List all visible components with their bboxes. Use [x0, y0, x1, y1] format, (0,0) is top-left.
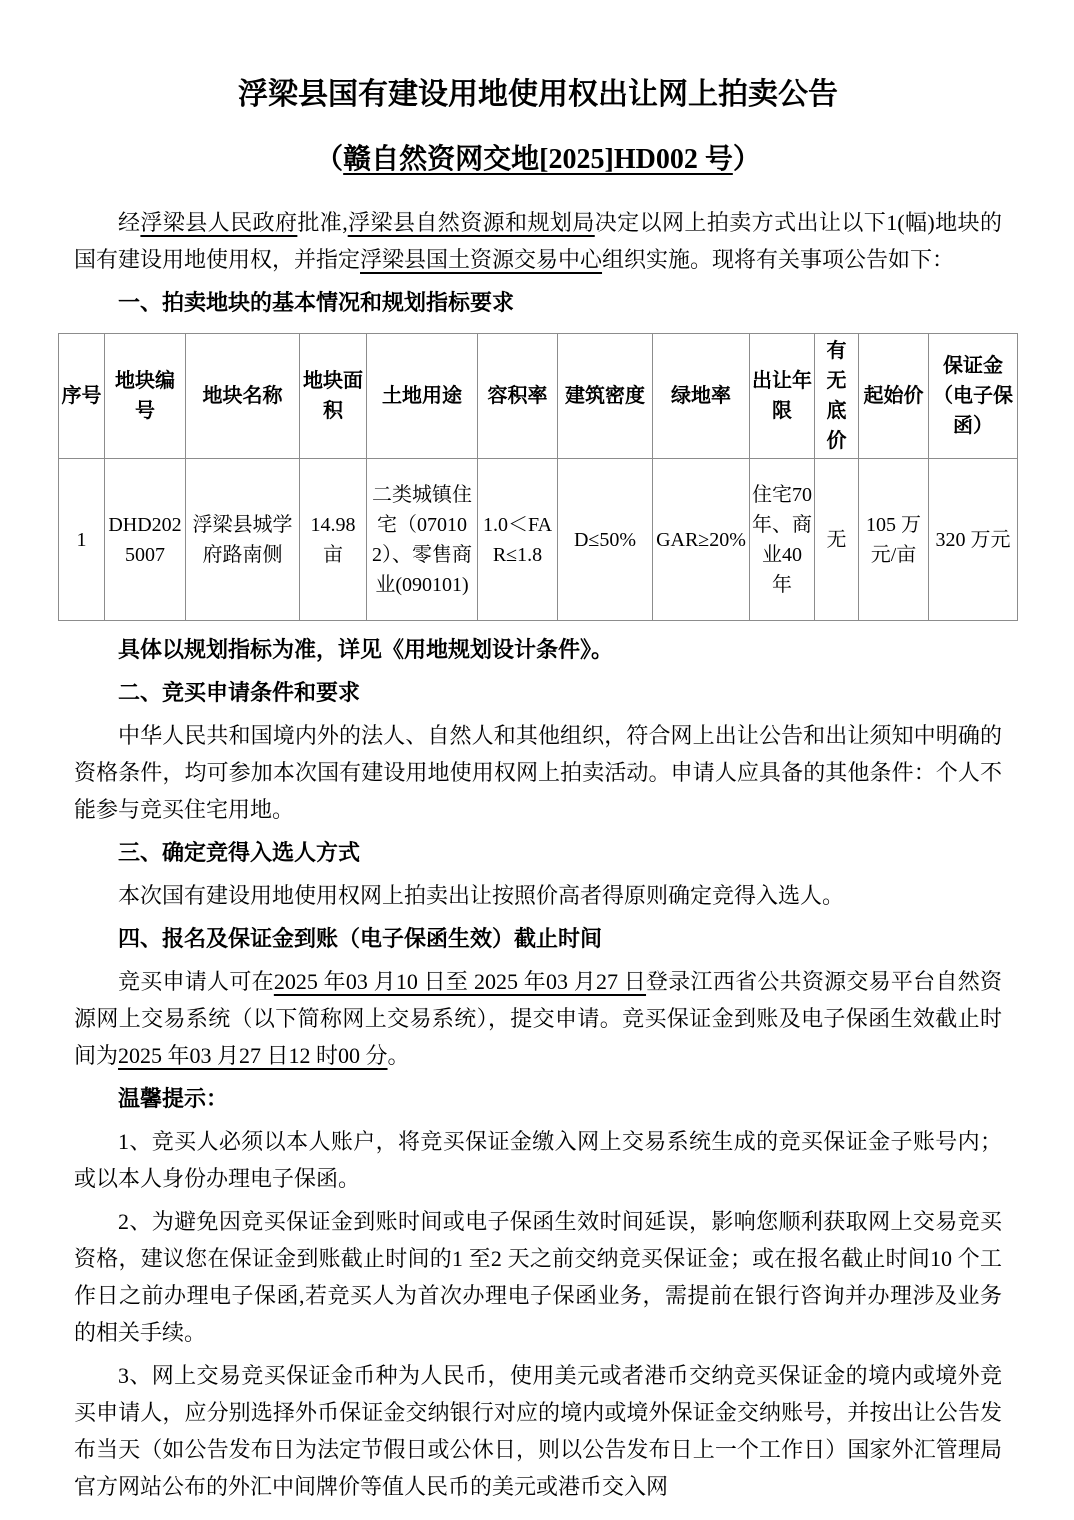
section-3-heading: 三、确定竞得入选人方式	[118, 840, 361, 865]
document-number-close-paren: ）	[732, 144, 761, 175]
section-4-lead: 竞买申请人可在	[118, 969, 274, 994]
document-number-open-paren: （	[315, 144, 344, 175]
cell-far: 1.0＜FAR≤1.8	[478, 459, 558, 621]
section-2-body: 中华人民共和国境内外的法人、自然人和其他组织，符合网上出让公告和出让须知中明确的资格条件，均可参加本次国有建设用地使用权网上拍卖活动。申请人应具备的其他条件：个人不能参与竞买住宅用地。	[74, 723, 1002, 822]
cell-deposit: 320 万元	[929, 459, 1018, 621]
cell-area: 14.98 亩	[300, 459, 367, 621]
col-header-far: 容积率	[478, 334, 558, 459]
col-header-index: 序号	[59, 334, 105, 459]
tip-item-2: 2、为避免因竞买保证金到账时间或电子保函生效时间延误，影响您顺利获取网上交易竞买资格，建议您在保证金到账截止时间的1 至2 天之前交纳竞买保证金；或在报名截止时间10 个工作日之前办理电子保函,若竞买人为首次办理电子保函业务，需提前在银行咨询并办理涉及业务的相关手续。	[74, 1209, 1002, 1345]
intro-mid2: 决定以网上拍卖方式出让以下1(幅)地块的国有建设用地使用权，并指定	[74, 210, 1002, 272]
section-1-heading: 一、拍卖地块的基本情况和规划指标要求	[118, 290, 515, 315]
document-title: 浮梁县国有建设用地使用权出让网上拍卖公告	[238, 78, 838, 111]
issuing-bureau: 浮梁县自然资源和规划局	[347, 210, 595, 235]
table-header-row	[59, 334, 1018, 459]
section-4-heading: 四、报名及保证金到账（电子保函生效）截止时间	[118, 926, 603, 951]
cell-reserve-price: 无	[815, 459, 859, 621]
cell-building-density: D≤50%	[558, 459, 653, 621]
tip-item-1: 1、竞买人必须以本人账户，将竞买保证金缴入网上交易系统生成的竞买保证金子账号内；或以本人身份办理电子保函。	[74, 1129, 1002, 1191]
col-header-building-density: 建筑密度	[558, 334, 653, 459]
col-header-reserve-price: 有无底价	[815, 334, 859, 459]
section-4-body	[74, 963, 1002, 1074]
section-4-mid: 登录江西省公共资源交易平台自然资源网上交易系统（以下简称网上交易系统），提交申请。竞买保证金到账及电子保函生效截止时间为	[74, 969, 1002, 1068]
registration-period: 2025 年03 月10 日至 2025 年03 月27 日	[273, 969, 647, 994]
section-3-body: 本次国有建设用地使用权网上拍卖出让按照价高者得原则确定竞得入选人。	[118, 883, 845, 908]
approving-authority: 浮梁县人民政府	[140, 210, 298, 235]
tips-heading: 温馨提示：	[118, 1086, 229, 1111]
section-2-heading: 二、竞买申请条件和要求	[118, 680, 361, 705]
intro-tail: 组织实施。现将有关事项公告如下：	[602, 247, 955, 272]
cell-green-ratio: GAR≥20%	[653, 459, 750, 621]
cell-parcel-id: DHD2025007	[105, 459, 186, 621]
col-header-parcel-id: 地块编号	[105, 334, 186, 459]
document-number-text: 赣自然资网交地[2025]HD002 号	[343, 144, 733, 175]
intro-paragraph	[74, 204, 1002, 278]
planning-note: 具体以规划指标为准，详见《用地规划设计条件》。	[118, 637, 614, 662]
document-number	[74, 140, 1002, 180]
intro-lead: 经	[118, 210, 141, 235]
cell-land-use: 二类城镇住宅（070102）、零售商业(090101)	[367, 459, 478, 621]
col-header-parcel-name: 地块名称	[186, 334, 300, 459]
col-header-land-use: 土地用途	[367, 334, 478, 459]
trading-center: 浮梁县国土资源交易中心	[360, 247, 603, 272]
cell-start-price: 105 万元/亩	[859, 459, 929, 621]
col-header-tenure: 出让年限	[750, 334, 815, 459]
col-header-green-ratio: 绿地率	[653, 334, 750, 459]
section-4-tail: 。	[387, 1043, 410, 1068]
cell-index: 1	[59, 459, 105, 621]
cell-tenure: 住宅70 年、商业40 年	[750, 459, 815, 621]
col-header-start-price: 起始价	[859, 334, 929, 459]
parcel-table-wrapper	[58, 333, 1013, 621]
deposit-deadline: 2025 年03 月27 日12 时00 分	[118, 1043, 388, 1068]
table-row	[59, 459, 1018, 621]
cell-parcel-name: 浮梁县城学府路南侧	[186, 459, 300, 621]
parcel-table	[58, 333, 1018, 621]
col-header-area: 地块面积	[300, 334, 367, 459]
col-header-deposit: 保证金（电子保函）	[929, 334, 1018, 459]
tip-item-3: 3、网上交易竞买保证金币种为人民币，使用美元或者港币交纳竞买保证金的境内或境外竞买申请人，应分别选择外币保证金交纳银行对应的境内或境外保证金交纳账号，并按出让公告发布当天（如公告发布日为法定节假日或公休日，则以公告发布日上一个工作日）国家外汇管理局官方网站公布的外汇中间牌价等值人民币的美元或港币交入网	[74, 1363, 1002, 1499]
intro-mid1: 批准,	[297, 210, 348, 235]
